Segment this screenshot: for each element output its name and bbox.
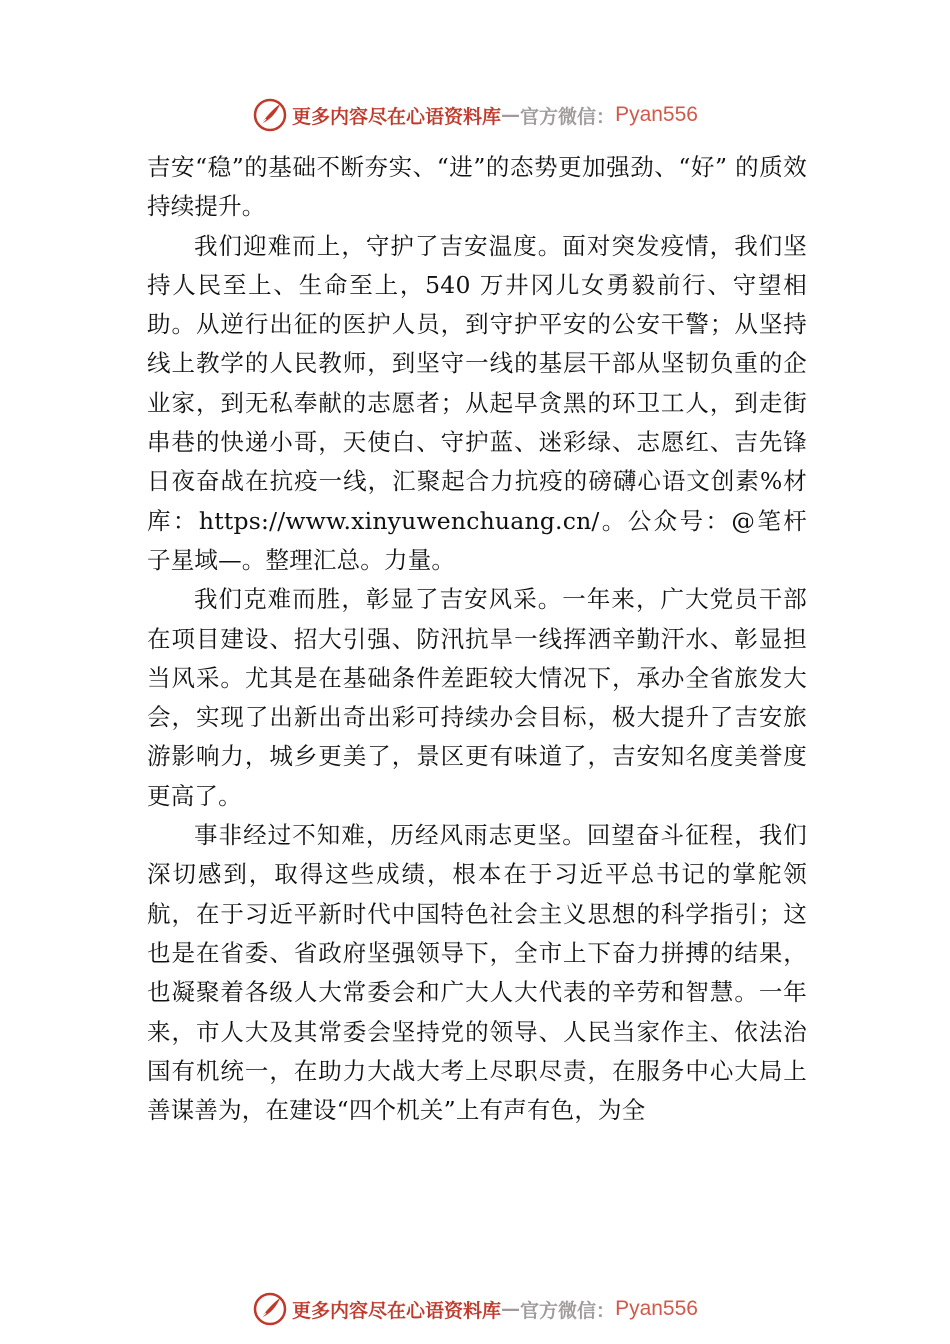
- quill-logo-icon: [252, 1291, 288, 1327]
- header-banner: [0, 95, 950, 135]
- document-body: [147, 148, 807, 1130]
- header-banner-id: Pyan556: [615, 103, 698, 126]
- footer-banner-dash: —: [501, 1298, 521, 1320]
- header-banner-official: 官方微信：: [520, 105, 616, 128]
- header-banner-dash: —: [501, 104, 521, 126]
- header-banner-title: 更多内容尽在心语资料库: [292, 105, 502, 128]
- quill-logo-icon: [252, 97, 288, 133]
- footer-banner-id: Pyan556: [615, 1297, 698, 1320]
- paragraph-1: 吉安“稳”的基础不断夯实、“进”的态势更加强劲、“好” 的质效持续提升。: [147, 153, 807, 221]
- paragraph-4: 事非经过不知难，历经风雨志更坚。回望奋斗征程，我们深切感到，取得这些成绩，根本在于习近平总书记的掌舵领航，在于习近平新时代中国特色社会主义思想的科学指引；这也是在省委、省政府坚强领导下，全市上下奋力拼搏的结果，也凝聚着各级人大常委会和广大人大代表的辛劳和智慧。一年来，市人大及其常委会坚持党的领导、人民当家作主、依法治国有机统一，在助力大战大考上尽职尽责，在服务中心大局上善谋善为，在建设“四个机关”上有声有色，为全: [147, 821, 807, 1125]
- paragraph-2: 我们迎难而上，守护了吉安温度。面对突发疫情，我们坚持人民至上、生命至上，540 万井冈儿女勇毅前行、守望相助。从逆行出征的医护人员，到守护平安的公安干警；从坚持线上教学的人民教师，到坚守一线的基层干部从坚韧负重的企业家，到无私奉献的志愿者；从起早贪黑的环卫工人，到走街串巷的快递小哥，天使白、守护蓝、迷彩绿、志愿红、吉先锋日夜奋战在抗疫一线，汇聚起合力抗疫的磅礴心语文创素%材库：https://www.xinyuwenchuang.cn/。公众号：@笔杆子星域—。整理汇总。力量。: [147, 231, 807, 574]
- footer-banner: [0, 1289, 950, 1329]
- footer-banner-official: 官方微信：: [520, 1299, 616, 1322]
- paragraph-3: 我们克难而胜，彰显了吉安风采。一年来，广大党员干部在项目建设、招大引强、防汛抗旱一线挥洒辛勤汗水、彰显担当风采。尤其是在基础条件差距较大情况下，承办全省旅发大会，实现了出新出奇出彩可持续办会目标，极大提升了吉安旅游影响力，城乡更美了，景区更有味道了，吉安知名度美誉度更高了。: [147, 585, 807, 810]
- footer-banner-title: 更多内容尽在心语资料库: [292, 1299, 502, 1322]
